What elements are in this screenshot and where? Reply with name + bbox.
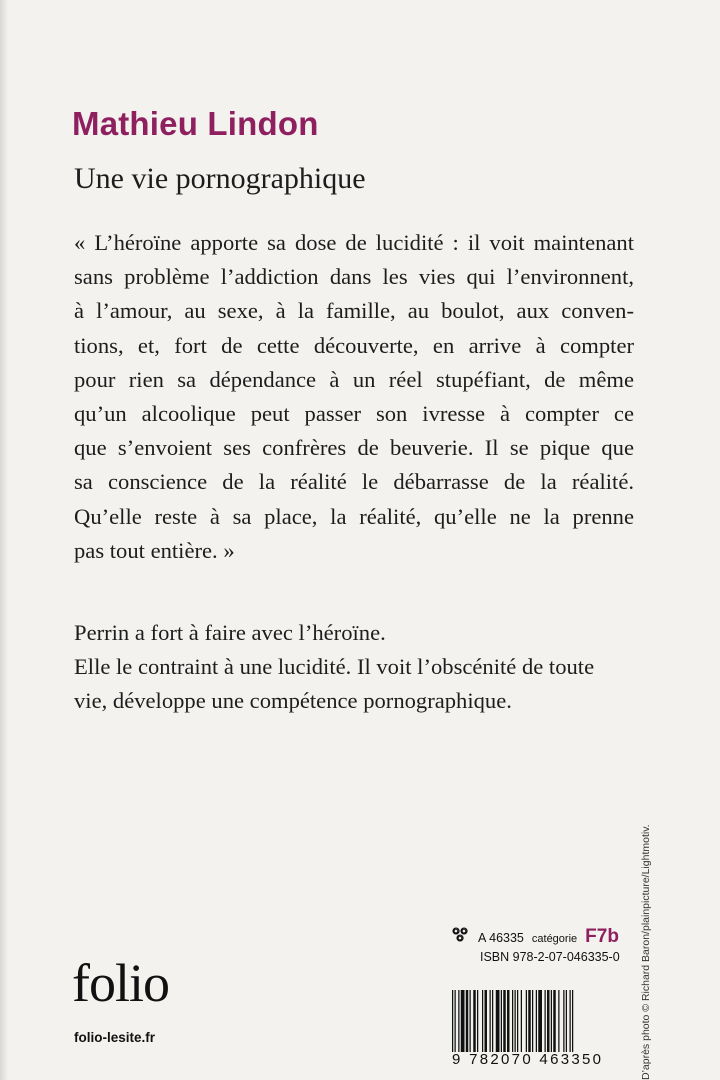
barcode-bar: [545, 990, 546, 1052]
barcode-bar: [563, 990, 564, 1052]
quote-line: tions, et, fort de cette découverte, en arrive à compter: [74, 332, 634, 358]
quote-line: « L’héroïne apporte sa dose de lucidité : il voit maintenant: [74, 230, 634, 255]
barcode-bar: [452, 990, 453, 1052]
author-name: Mathieu Lindon: [72, 105, 319, 142]
description-line: vie, développe une compétence pornographique.: [74, 688, 512, 714]
barcode-bar: [570, 990, 571, 1052]
reference-code: A 46335: [478, 931, 524, 945]
barcode-bar: [501, 990, 502, 1052]
barcode-bar: [515, 990, 516, 1052]
barcode-bar: [466, 990, 469, 1052]
category-code: F7b: [585, 926, 619, 947]
description-line: Elle le contraint à une lucidité. Il voit l’obscénité de toute: [74, 654, 595, 680]
barcode-bar: [526, 990, 527, 1052]
quote-line: qu’un alcoolique peut passer son ivresse à compter ce: [74, 401, 634, 427]
quote-line: Qu’elle reste à sa place, la réalité, qu’elle ne la prenne: [74, 503, 634, 529]
description-line: Perrin a fort à faire avec l’héroïne.: [74, 620, 386, 645]
photo-credit: D’après photo © Richard Baron/plainpicture/Lightmotiv.: [640, 824, 652, 1080]
quote-line: sans problème l’addiction dans les vies qui l’environnent,: [74, 264, 634, 290]
folio-logo: folio: [72, 953, 169, 1013]
barcode-bar: [517, 990, 518, 1052]
book-title: Une vie pornographique: [74, 162, 366, 195]
book-codes: [452, 926, 642, 964]
barcode-bar: [458, 990, 459, 1052]
barcode-bar: [536, 990, 537, 1052]
barcode-bar: [512, 990, 513, 1052]
excerpt-quote: [74, 226, 634, 568]
barcode-bar: [503, 990, 506, 1052]
barcode-bar: [558, 990, 559, 1052]
barcode-bar: [532, 990, 533, 1052]
barcode-bar: [572, 990, 573, 1052]
quote-line: que s’envoient ses confrères de beuverie. Il se pique que: [74, 435, 634, 461]
three-moons-price-symbol-icon: [452, 926, 468, 942]
barcode-bar: [485, 990, 488, 1052]
barcode-bar: [473, 990, 476, 1052]
barcode-bar: [521, 990, 522, 1052]
barcode-bar: [470, 990, 471, 1052]
isbn: ISBN 978-2-07-046335-0: [480, 950, 620, 964]
barcode-bar: [528, 990, 531, 1052]
barcode-bar: [490, 990, 491, 1052]
barcode-bar: [553, 990, 556, 1052]
quote-line: à l’amour, au sexe, à la famille, au boulot, aux conven-: [74, 298, 634, 324]
quote-line: pas tout entière. »: [74, 537, 235, 563]
barcode-bar: [496, 990, 500, 1052]
isbn-barcode: [452, 990, 636, 1052]
barcode-bar: [461, 990, 465, 1052]
barcode-bar: [482, 990, 483, 1052]
barcode-bar: [566, 990, 567, 1052]
quote-line: pour rien sa dépendance à un réel stupéfiant, de même: [74, 366, 634, 392]
category-label: catégorie: [531, 933, 578, 945]
publisher-website[interactable]: folio-lesite.fr: [74, 1030, 156, 1045]
quote-line: sa conscience de la réalité le débarrasse de la réalité.: [74, 469, 634, 495]
barcode-digits: 9 782070 463350: [452, 1051, 604, 1068]
barcode-bar: [547, 990, 550, 1052]
barcode-bar: [492, 990, 493, 1052]
barcode-bar: [455, 990, 456, 1052]
barcode-bar: [507, 990, 510, 1052]
barcode-bar: [538, 990, 542, 1052]
cover-edge-shadow: [0, 0, 8, 1080]
barcode-bar: [551, 990, 552, 1052]
book-description: [74, 616, 594, 719]
barcode-bar: [477, 990, 478, 1052]
